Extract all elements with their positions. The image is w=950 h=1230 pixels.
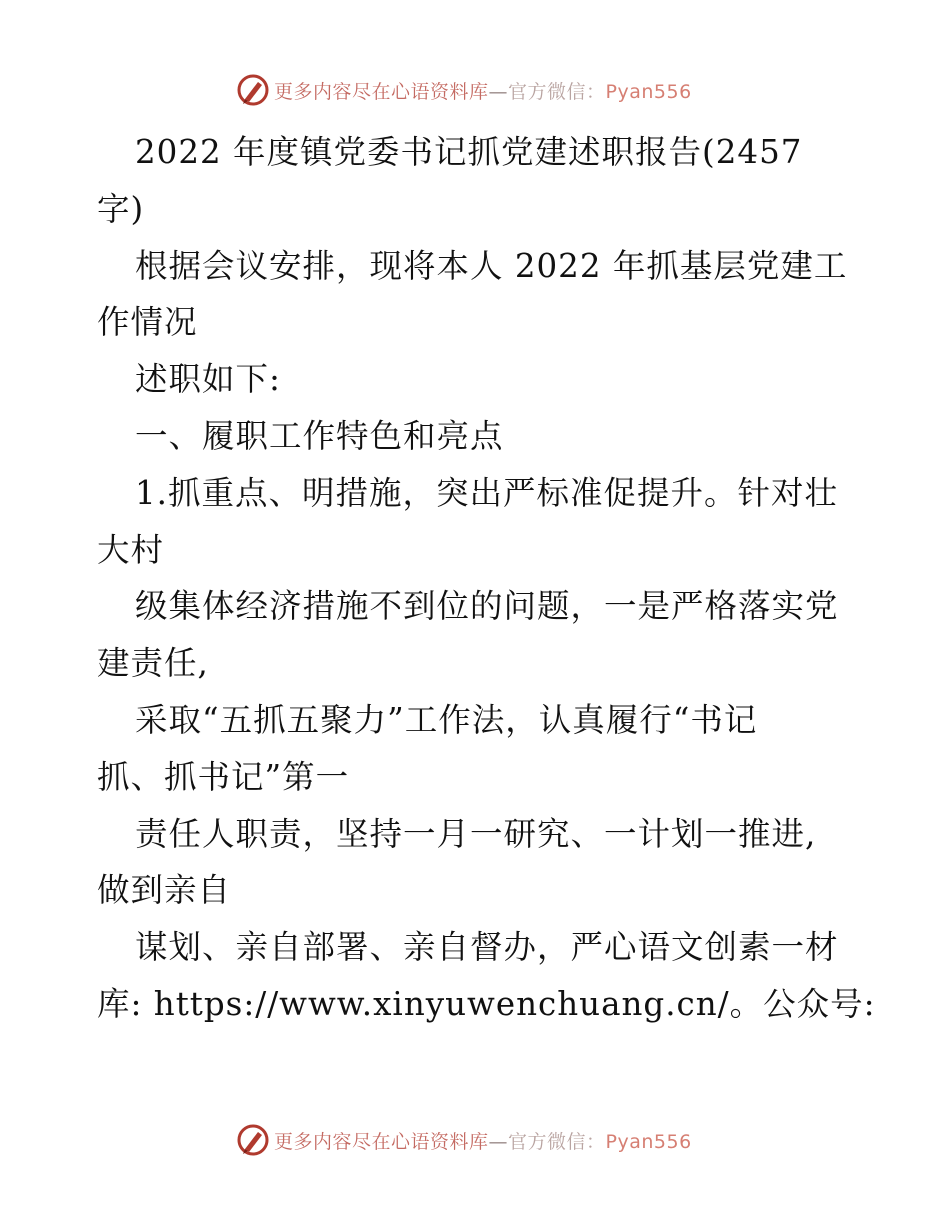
paragraph-line: 责任人职责，坚持一月一研究、一计划一推进, bbox=[135, 814, 817, 853]
paragraph-line: 大村 bbox=[97, 530, 165, 569]
paragraph-line: 1.抓重点、明措施，突出严标准促提升。针对壮 bbox=[135, 473, 839, 512]
title-line-2: 字) bbox=[97, 189, 145, 228]
paragraph-line: 级集体经济措施不到位的问题，一是严格落实党 bbox=[135, 587, 839, 626]
watermark-official: 官方微信： bbox=[508, 1130, 606, 1153]
paragraph-line: 作情况 bbox=[97, 303, 198, 342]
watermark-official: 官方微信： bbox=[508, 80, 606, 103]
watermark-wechat-id: Pyan556 bbox=[605, 80, 692, 103]
watermark-separator: — bbox=[488, 1130, 509, 1153]
paragraph-line: 谋划、亲自部署、亲自督办，严心语文创素一材 bbox=[135, 928, 839, 967]
paragraph-line: 述职如下: bbox=[135, 360, 281, 399]
paragraph-line: 根据会议安排，现将本人 2022 年抓基层党建工 bbox=[135, 246, 848, 285]
title-line-1: 2022 年度镇党委书记抓党建述职报告(2457 bbox=[135, 133, 803, 171]
watermark-text bbox=[274, 1127, 692, 1154]
paragraph-line: 采取“五抓五聚力”工作法，认真履行“书记 bbox=[135, 700, 758, 739]
watermark-separator: — bbox=[488, 80, 509, 103]
pen-logo-icon bbox=[236, 1123, 270, 1157]
watermark-text bbox=[274, 77, 692, 104]
paragraph-line: 做到亲自 bbox=[97, 871, 232, 910]
header-watermark-banner bbox=[0, 70, 950, 110]
pen-logo-icon bbox=[236, 73, 270, 107]
paragraph-line: 建责任, bbox=[97, 644, 209, 683]
paragraph-line: 库: https://www.xinyuwenchuang.cn/。公众号: bbox=[97, 984, 876, 1023]
document-body bbox=[97, 124, 876, 1033]
section-heading: 一、履职工作特色和亮点 bbox=[135, 416, 504, 455]
watermark-main: 更多内容尽在心语资料库 bbox=[274, 1130, 489, 1153]
paragraph-line: 抓、抓书记”第一 bbox=[97, 757, 350, 796]
watermark-wechat-id: Pyan556 bbox=[605, 1130, 692, 1153]
watermark-main: 更多内容尽在心语资料库 bbox=[274, 80, 489, 103]
footer-watermark-banner bbox=[0, 1120, 950, 1160]
